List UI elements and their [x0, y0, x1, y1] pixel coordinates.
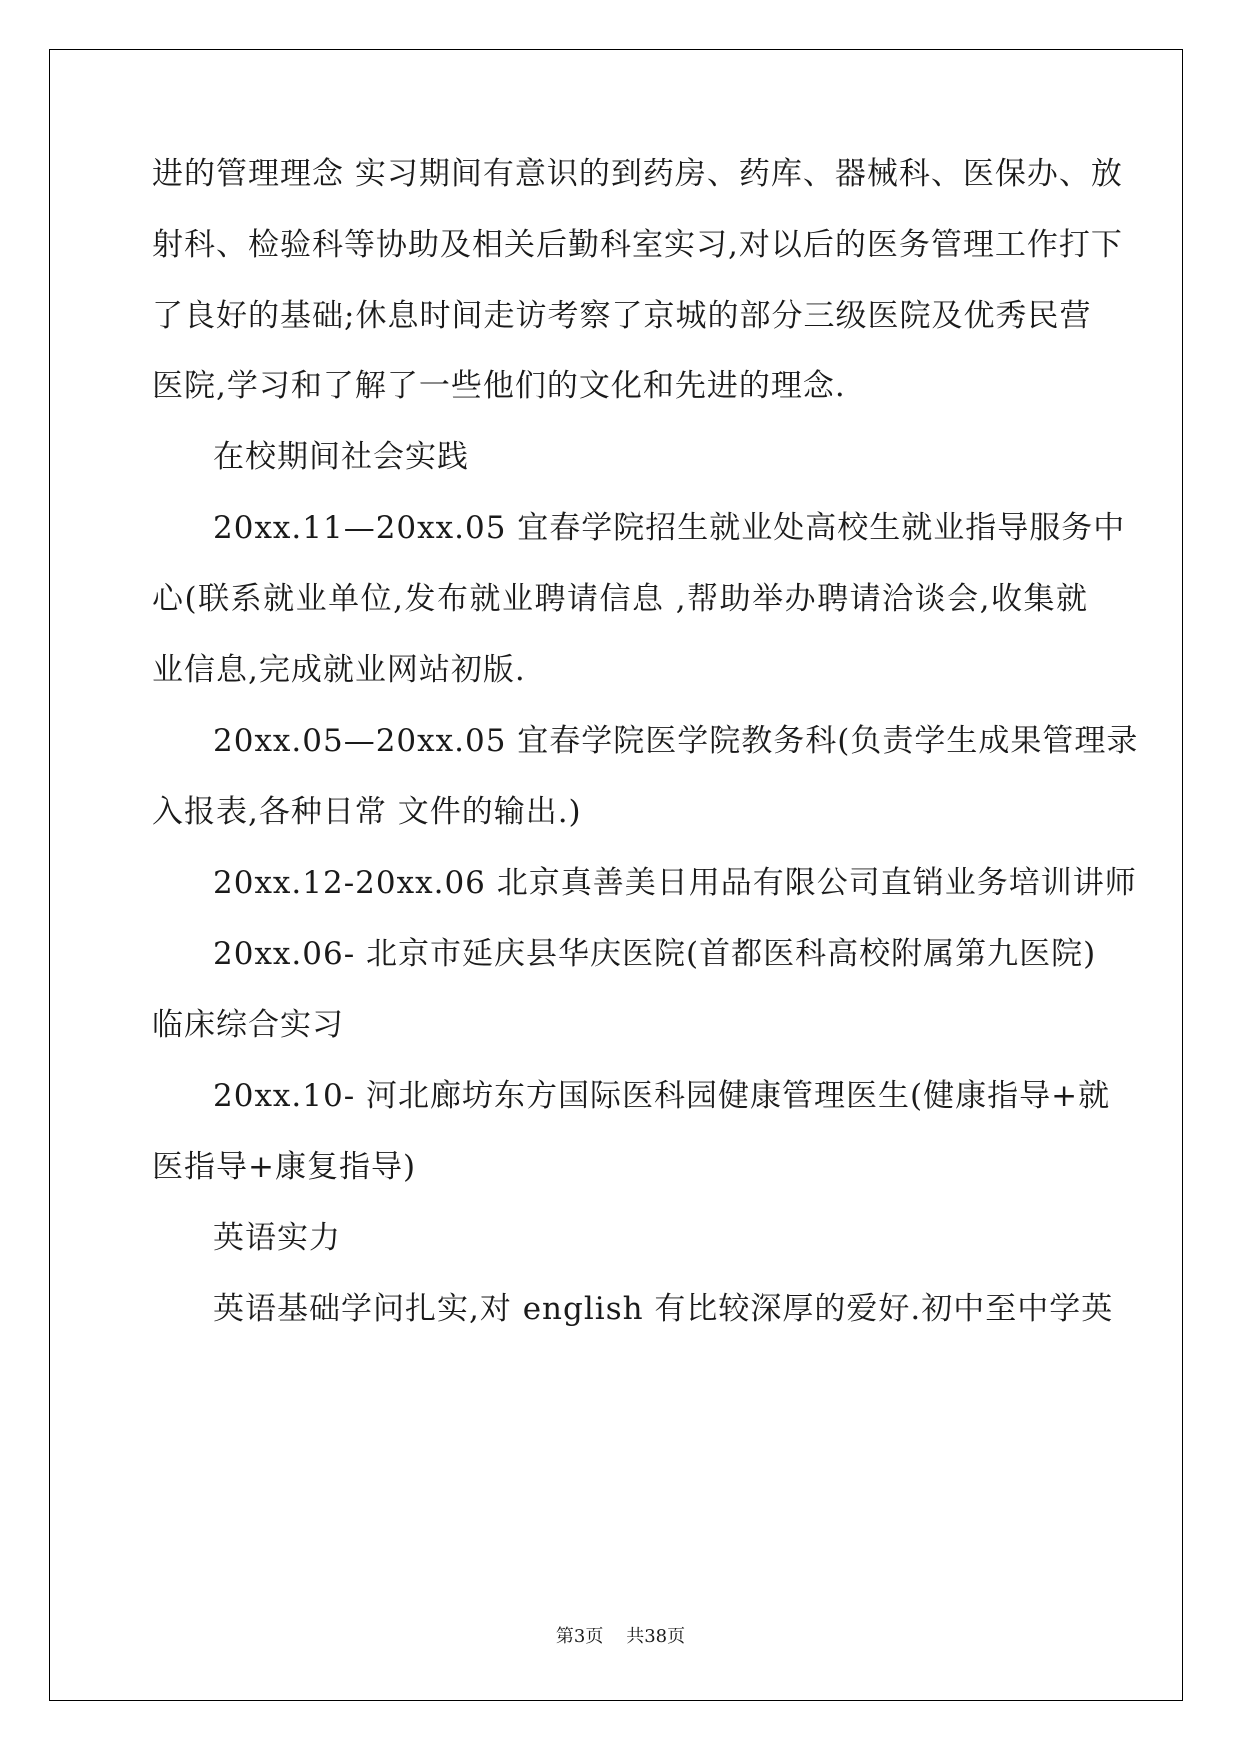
section-heading-social-practice: 在校期间社会实践	[213, 439, 469, 475]
body-line-1: 进的管理理念 实习期间有意识的到药房、药库、器械科、医保办、放	[152, 156, 1123, 192]
page-number: 第3页	[555, 1626, 604, 1647]
body-line-13: 临床综合实习	[152, 1007, 344, 1043]
body-line-11: 20xx.12-20xx.06 北京真善美日用品有限公司直销业务培训讲师	[213, 865, 1137, 901]
body-line-9: 20xx.05—20xx.05 宜春学院医学院教务科(负责学生成果管理录	[213, 723, 1139, 759]
body-line-6: 20xx.11—20xx.05 宜春学院招生就业处高校生就业指导服务中	[213, 510, 1126, 546]
body-line-14: 20xx.10- 河北廊坊东方国际医科园健康管理医生(健康指导+就	[213, 1078, 1111, 1114]
body-line-12: 20xx.06- 北京市延庆县华庆医院(首都医科高校附属第九医院)	[213, 936, 1097, 972]
body-line-17: 英语基础学问扎实,对 english 有比较深厚的爱好.初中至中学英	[213, 1291, 1114, 1327]
body-line-10: 入报表,各种日常 文件的输出.)	[152, 794, 582, 830]
body-line-15: 医指导+康复指导)	[152, 1149, 417, 1185]
body-line-3: 了良好的基础;休息时间走访考察了京城的部分三级医院及优秀民营	[152, 298, 1092, 334]
body-line-4: 医院,学习和了解了一些他们的文化和先进的理念.	[152, 368, 846, 404]
page-total: 共38页	[626, 1626, 686, 1647]
section-heading-english: 英语实力	[213, 1220, 341, 1256]
page-footer	[0, 1622, 1241, 1648]
body-line-7: 心(联系就业单位,发布就业聘请信息 ,帮助举办聘请洽谈会,收集就	[152, 581, 1088, 617]
body-line-8: 业信息,完成就业网站初版.	[152, 652, 526, 688]
body-line-2: 射科、检验科等协助及相关后勤科室实习,对以后的医务管理工作打下	[152, 227, 1123, 263]
